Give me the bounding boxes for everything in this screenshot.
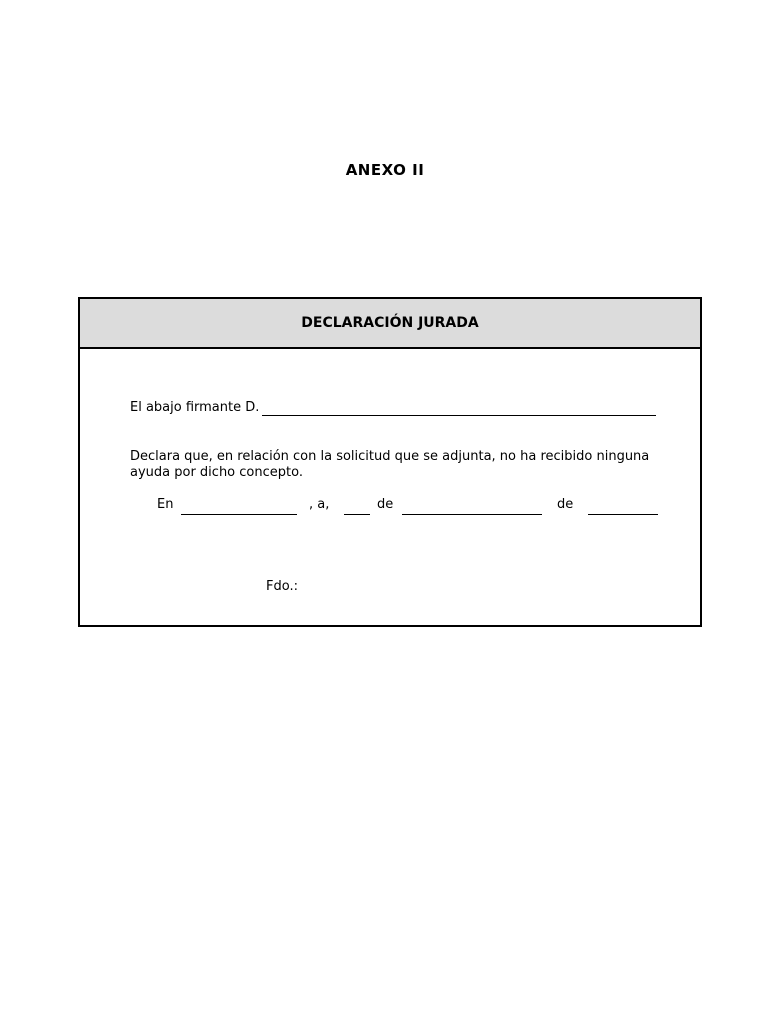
signer-name-field[interactable] (262, 415, 656, 416)
signer-row (130, 400, 259, 416)
day-field[interactable] (344, 514, 370, 515)
document-title: ANEXO II (345, 161, 425, 179)
year-field[interactable] (588, 514, 658, 515)
declaration-paragraph: Declara que, en relación con la solicitud que se adjunta, no ha recibido ninguna ayuda por dicho concepto. (130, 449, 650, 480)
declaration-heading (80, 299, 700, 349)
signature-label: Fdo.: (266, 579, 298, 594)
month-field[interactable] (402, 514, 542, 515)
place-field[interactable] (181, 514, 297, 515)
declaration-box (78, 297, 702, 627)
place-label: En (157, 497, 174, 512)
signer-label: El abajo firmante D. (130, 400, 260, 415)
comma-a-text: , a, (309, 497, 330, 512)
declaration-heading-text: DECLARACIÓN JURADA (301, 315, 479, 331)
de-text-2: de (557, 497, 574, 512)
de-text-1: de (377, 497, 394, 512)
